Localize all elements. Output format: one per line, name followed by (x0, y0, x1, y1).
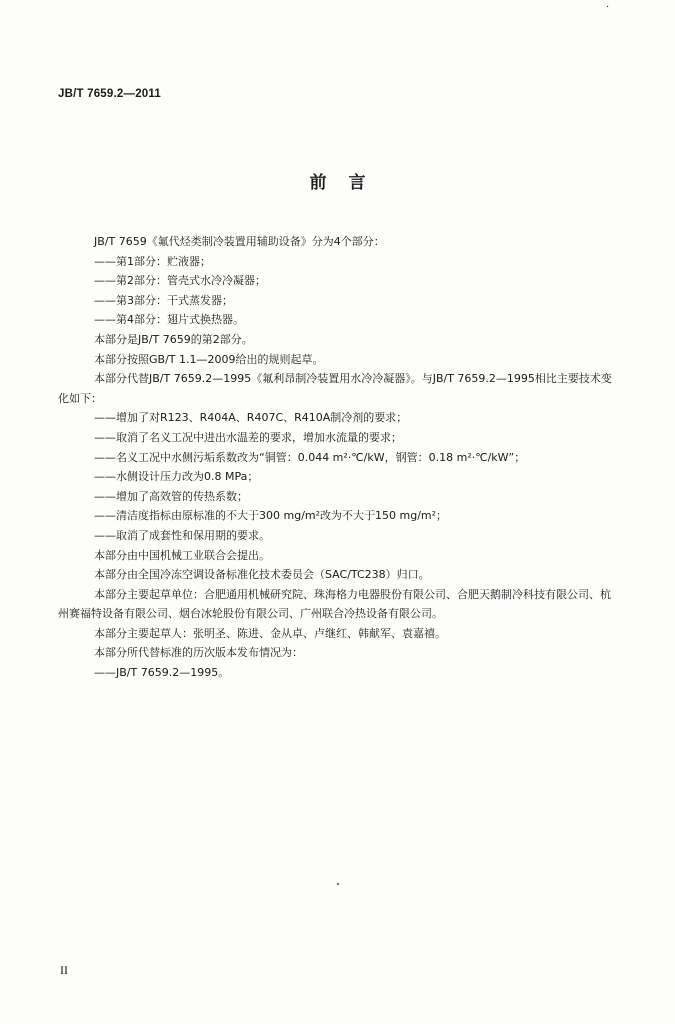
foreword-body (58, 232, 614, 683)
list-item-part4: ——第4部分：翅片式换热器。 (94, 313, 244, 327)
change-item-water-temp: ——取消了名义工况中进出水温差的要求，增加水流量的要求； (94, 430, 402, 444)
change-item-heat-transfer: ——增加了高效管的传热系数； (94, 489, 248, 503)
paragraph-drafting-rules: 本部分按照GB/T 1.1—2009给出的规则起草。 (94, 352, 324, 366)
change-item-cleanliness: ——清洁度指标由原标准的不大于300 mg/m²改为不大于150 mg/m²； (94, 509, 448, 523)
paragraph-intro: JB/T 7659《氟代烃类制冷装置用辅助设备》分为4个部分： (94, 235, 385, 248)
page-number: II (60, 963, 68, 977)
change-item-fouling: ——名义工况中水侧污垢系数改为“铜管：0.044 m²·℃/kW，钢管：0.18 m²·℃/kW”； (94, 450, 526, 464)
history-item: ——JB/T 7659.2—1995。 (94, 666, 230, 680)
list-item-part2: ——第2部分：管壳式水冷冷凝器； (94, 274, 266, 288)
paragraph-drafters: 本部分主要起草人：张明圣、陈进、金从卓、卢继红、韩献军、袁嘉禧。 (94, 626, 446, 640)
change-item-pressure: ——水侧设计压力改为0.8 MPa； (94, 470, 259, 484)
document-code: JB/T 7659.2—2011 (58, 88, 161, 100)
list-item-part1: ——第1部分：贮液器； (94, 254, 211, 268)
paragraph-history: 本部分所代替标准的历次版本发布情况为： (94, 646, 303, 660)
page-title: 前言 (309, 173, 388, 193)
paragraph-proposed-by: 本部分由中国机械工业联合会提出。 (94, 548, 270, 562)
change-item-warranty: ——取消了成套性和保用期的要求。 (94, 528, 270, 542)
list-item-part3: ——第3部分：干式蒸发器； (94, 293, 233, 307)
paragraph-replaces: 本部分代替JB/T 7659.2—1995《氟利昂制冷装置用水冷冷凝器》。与JB/T 7659.2—1995相比主要技术变化如下： (58, 372, 612, 405)
paragraph-part-statement: 本部分是JB/T 7659的第2部分。 (94, 332, 253, 346)
scan-speck (337, 883, 339, 885)
paragraph-centralized-by: 本部分由全国冷冻空调设备标准化技术委员会（SAC/TC238）归口。 (94, 568, 430, 582)
paragraph-drafting-units: 本部分主要起草单位：合肥通用机械研究院、珠海格力电器股份有限公司、合肥天鹅制冷科技有限公司、杭州赛福特设备有限公司、烟台冰轮股份有限公司、广州联合冷热设备有限公司。 (58, 587, 611, 621)
change-item-refrigerants: ——增加了对R123、R404A、R407C、R410A制冷剂的要求； (94, 411, 408, 425)
scan-mark: · (606, 2, 610, 13)
